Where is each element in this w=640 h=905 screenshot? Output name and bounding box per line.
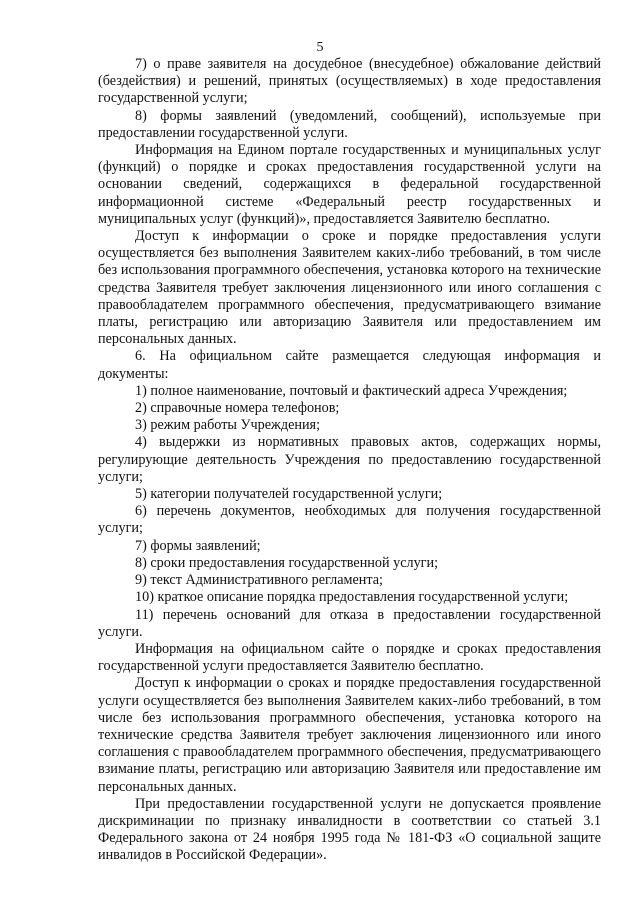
paragraph-application-forms: 8) формы заявлений (уведомлений, сообщений), используемые при предоставлении государственной услуги.	[98, 107, 601, 141]
page-number: 5	[316, 40, 324, 55]
list-item-working-hours: 3) режим работы Учреждения;	[135, 417, 321, 434]
list-item-procedure-summary: 10) краткое описание порядка предоставления государственной услуги;	[135, 589, 569, 606]
list-item-full-name: 1) полное наименование, почтовый и фактический адреса Учреждения;	[135, 382, 568, 399]
paragraph-non-discrimination: При предоставлении государственной услуги не допускается проявление дискриминации по признаку инвалидности в соответствии со статьей 3.1 Федерального закона от 24 ноября 1995 года № 181-ФЗ «О социальной защите инвалидов в Российской Федерации».	[98, 795, 601, 864]
paragraph-appeal-right: 7) о праве заявителя на досудебное (внесудебное) обжалование действий (бездействия) и решений, принятых (осуществляемых) в ходе предоставления государственной услуги;	[98, 56, 601, 107]
list-item-regulation-text: 9) текст Административного регламента;	[135, 572, 383, 589]
paragraph-unified-portal-info: Информация на Едином портале государственных и муниципальных услуг (функций) о порядке и сроках предоставления государственной услуги на основании сведений, содержащихся в федеральной государственной информационной системе «Федеральный реестр государственных и муниципальных услуг (функций)», предоставляется Заявителю бесплатно.	[98, 142, 601, 227]
list-item-deadlines: 8) сроки предоставления государственной услуги;	[135, 554, 439, 571]
paragraph-site-info-free: Информация на официальном сайте о порядке и сроках предоставления государственной услуги предоставляется Заявителю бесплатно.	[98, 640, 601, 675]
list-item-refusal-grounds: 11) перечень оснований для отказа в предоставлении государственной услуги.	[98, 606, 601, 640]
list-item-legal-excerpts: 4) выдержки из нормативных правовых актов, содержащих нормы, регулирующие деятельность Учреждения по предоставлению государственной услуги;	[98, 434, 601, 485]
list-item-recipient-categories: 5) категории получателей государственной услуги;	[135, 486, 443, 503]
list-item-phones: 2) справочные номера телефонов;	[135, 400, 340, 417]
paragraph-access-conditions: Доступ к информации о сроке и порядке предоставления услуги осуществляется без выполнения Заявителем каких-либо требований, в том числе без использования программного обеспечения, установка которого на технические средства Заявителя требует заключения лицензионного или иного соглашения с правообладателем программного обеспечения, предусматривающего взимание платы, регистрацию или авторизацию Заявителя или предоставлением им персональных данных.	[98, 228, 601, 348]
document-body	[98, 56, 601, 865]
list-item-forms: 7) формы заявлений;	[135, 537, 261, 554]
paragraph-access-no-requirements: Доступ к информации о сроках и порядке предоставления государственной услуги осуществляется без выполнения Заявителем каких-либо требований, в том числе без использования программного обеспечения, установка которого на технические средства Заявителя требует заключения лицензионного или иного соглашения с правообладателем программного обеспечения, предусматривающего взимание платы, регистрацию или авторизацию Заявителя или предоставление им персональных данных.	[98, 675, 601, 795]
list-item-documents-list: 6) перечень документов, необходимых для получения государственной услуги;	[98, 503, 601, 537]
paragraph-official-site-heading: 6. На официальном сайте размещается следующая информация и документы:	[98, 348, 601, 382]
